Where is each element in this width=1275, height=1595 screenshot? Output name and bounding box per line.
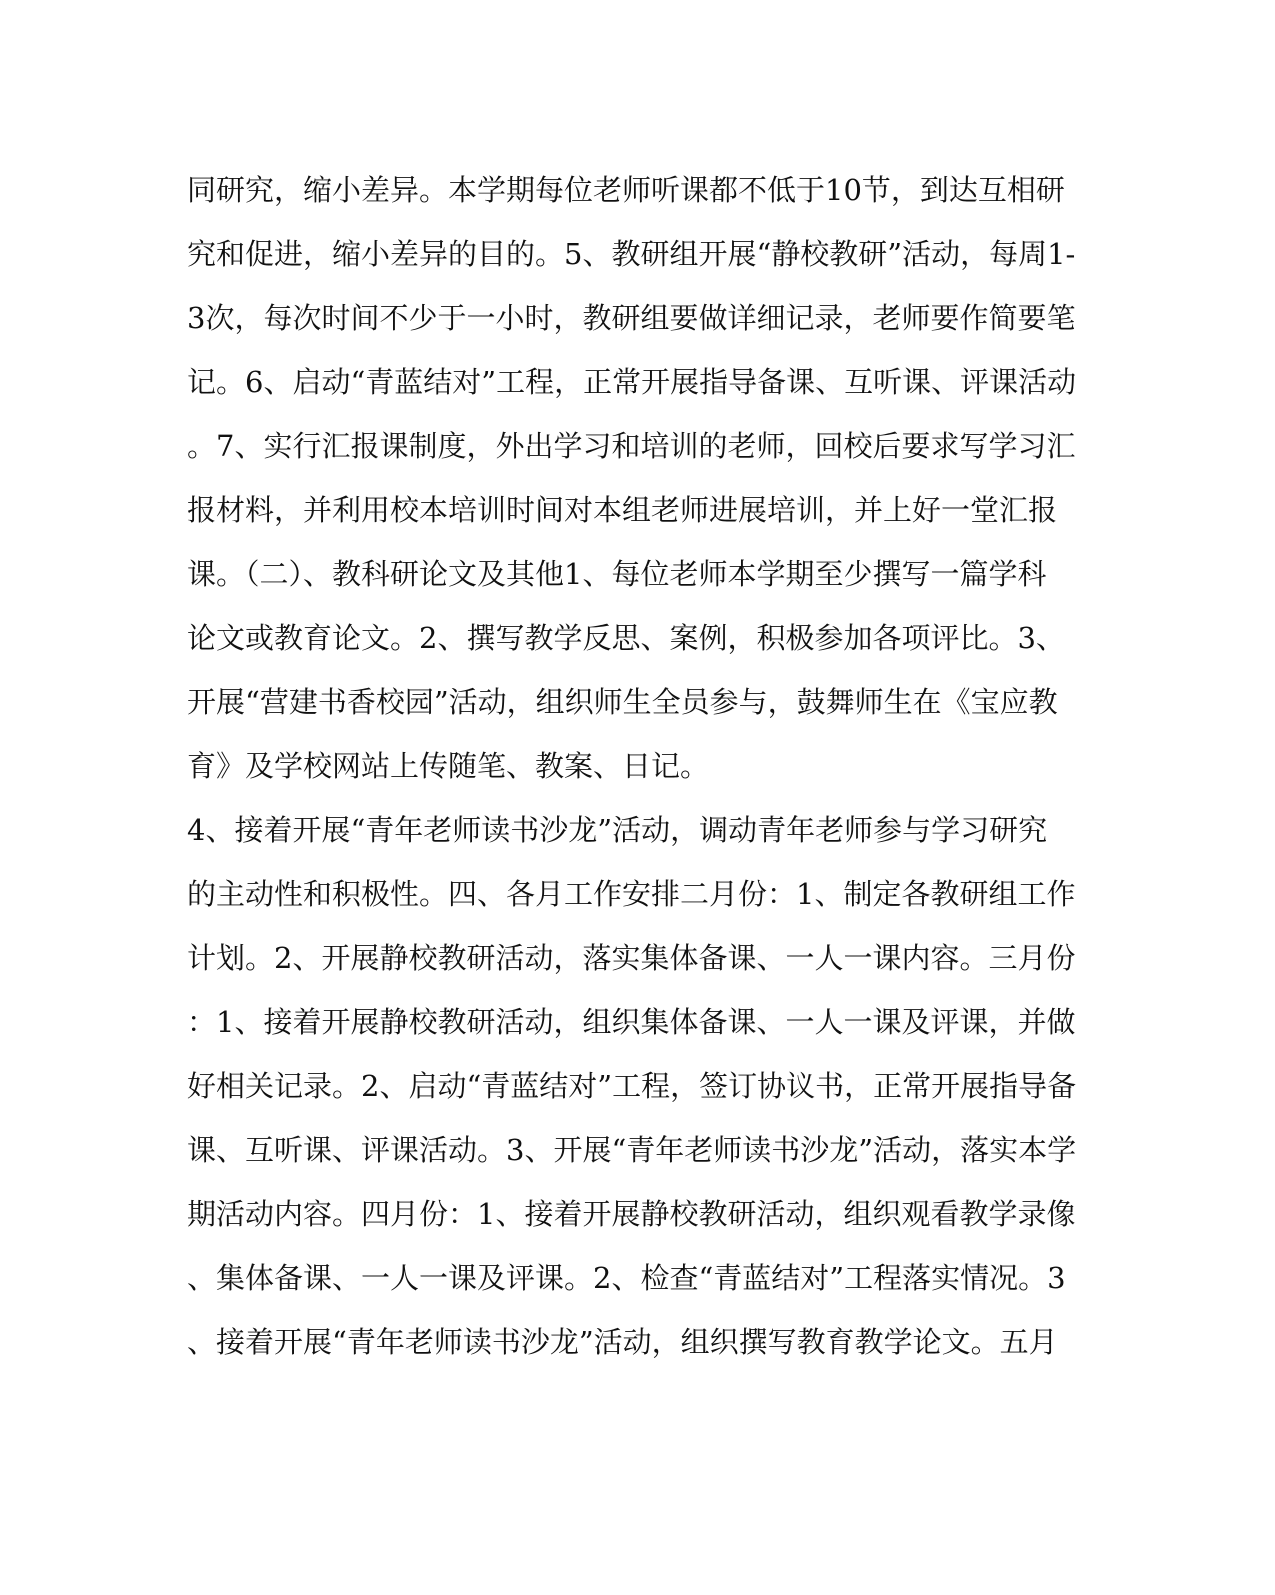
text-line: 、集体备课、一人一课及评课。2、检查“青蓝结对”工程落实情况。3 [187,1261,1066,1295]
text-line: 同研究，缩小差异。本学期每位老师听课都不低于10节，到达互相研 [187,173,1065,207]
text-line: 好相关记录。2、启动“青蓝结对”工程，签订协议书，正常开展指导备 [187,1069,1077,1103]
text-line: 课。（二）、教科研论文及其他1、每位老师本学期至少撰写一篇学科 [187,557,1047,591]
text-line: 开展“营建书香校园”活动，组织师生全员参与，鼓舞师生在《宝应教 [187,685,1058,719]
text-line: 的主动性和积极性。四、各月工作安排二月份：1、制定各教研组工作 [187,877,1076,911]
text-line: 课、互听课、评课活动。3、开展“青年老师读书沙龙”活动，落实本学 [187,1133,1077,1167]
text-line: 4、接着开展“青年老师读书沙龙”活动，调动青年老师参与学习研究 [187,813,1048,847]
text-line: 论文或教育论文。2、撰写教学反思、案例，积极参加各项评比。3、 [187,621,1065,655]
text-line: 报材料，并利用校本培训时间对本组老师进展培训，并上好一堂汇报 [187,493,1058,527]
text-line: 计划。2、开展静校教研活动，落实集体备课、一人一课内容。三月份 [187,941,1076,975]
text-line: 、接着开展“青年老师读书沙龙”活动，组织撰写教育教学论文。五月 [187,1325,1058,1359]
text-line: 期活动内容。四月份：1、接着开展静校教研活动，组织观看教学录像 [187,1197,1076,1231]
text-line: 。7、实行汇报课制度，外出学习和培训的老师，回校后要求写学习汇 [187,429,1076,463]
text-line: 3次，每次时间不少于一小时，教研组要做详细记录，老师要作简要笔 [187,301,1076,335]
text-line: 究和促进，缩小差异的目的。5、教研组开展“静校教研”活动，每周1- [187,237,1076,271]
text-line: ：1、接着开展静校教研活动，组织集体备课、一人一课及评课，并做 [187,1005,1076,1039]
text-line: 育》及学校网站上传随笔、教案、日记。 [187,749,710,783]
text-line: 记。6、启动“青蓝结对”工程，正常开展指导备课、互听课、评课活动 [187,365,1077,399]
